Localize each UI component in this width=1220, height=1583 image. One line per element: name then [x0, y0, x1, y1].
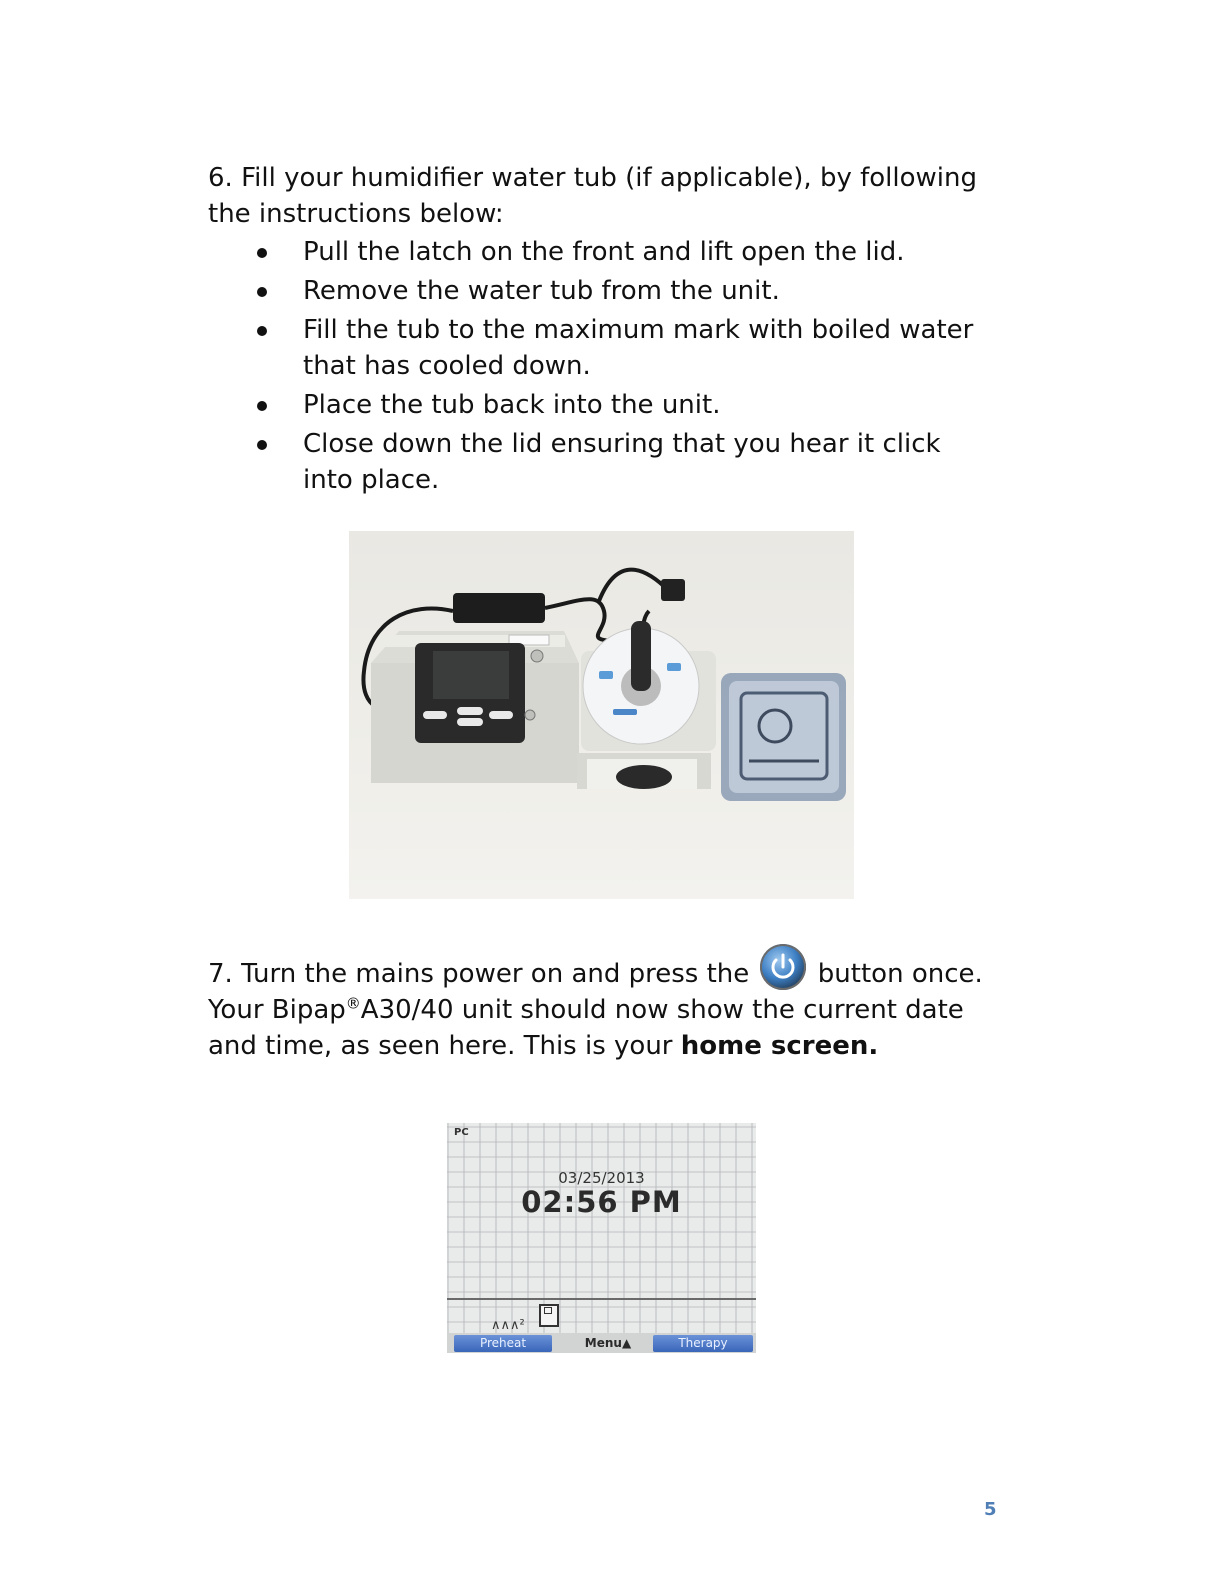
list-item	[208, 312, 998, 384]
step-7-text-part-1: 7. Turn the mains power on and press the	[208, 959, 750, 989]
home-screen-photo	[447, 1123, 756, 1353]
device-photo	[349, 531, 854, 899]
sd-card-icon	[539, 1304, 559, 1327]
screen-date: 03/25/2013	[558, 1169, 645, 1187]
step-7-text-part-2: button once. Your Bipap	[208, 959, 983, 1025]
bullet-icon	[257, 326, 267, 336]
bullet-icon	[257, 401, 267, 411]
mode-label: PC	[454, 1127, 469, 1138]
step-6-intro: 6. Fill your humidifier water tub (if applicable), by following the instructions below:	[208, 163, 977, 229]
bullet-text: Close down the lid ensuring that you hear it click into place.	[303, 429, 941, 495]
list-item	[208, 273, 998, 309]
bullet-text: Fill the tub to the maximum mark with boiled water that has cooled down.	[303, 315, 974, 381]
screen-time: 02:56 PM	[521, 1185, 682, 1219]
menu-softkey: Menu▲	[584, 1336, 632, 1350]
list-item	[208, 426, 998, 498]
screen-divider	[447, 1298, 756, 1300]
list-item	[208, 387, 998, 423]
bullet-icon	[257, 248, 267, 258]
humidity-wave-icon: ∧∧∧²	[491, 1318, 525, 1333]
bullet-text: Place the tub back into the unit.	[303, 390, 721, 420]
bullet-icon	[257, 440, 267, 450]
list-item	[208, 234, 998, 270]
power-button-icon	[760, 944, 806, 990]
step-7-instructions	[208, 944, 998, 1064]
home-screen-term: home screen.	[680, 1031, 879, 1061]
step-6-instructions	[208, 234, 998, 501]
bullet-icon	[257, 287, 267, 297]
registered-mark: ®	[345, 994, 361, 1013]
step-7-text-part-3: A30/40 unit should now show the current date and time, as seen here. This is your	[208, 995, 964, 1061]
bipap-device-illustration	[349, 531, 854, 899]
page-number: 5	[984, 1499, 997, 1520]
preheat-softkey: Preheat	[454, 1335, 552, 1352]
bullet-text: Pull the latch on the front and lift open the lid.	[303, 237, 905, 267]
bullet-text: Remove the water tub from the unit.	[303, 276, 780, 306]
therapy-softkey: Therapy	[653, 1335, 753, 1352]
